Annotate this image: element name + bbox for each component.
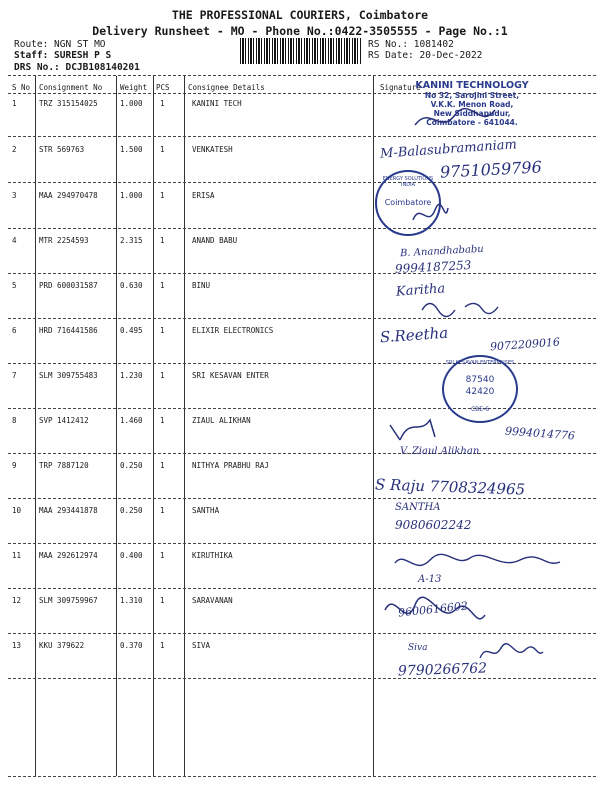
signature-scribble-5 xyxy=(420,295,500,320)
row-consignee: SANTHA xyxy=(192,506,220,515)
column-divider xyxy=(184,76,185,776)
col-header-weight: Weight xyxy=(120,83,148,92)
stamp-address: New Siddhapudur, xyxy=(433,109,511,118)
row-consignee: VENKATESH xyxy=(192,145,233,154)
signature-10: SANTHA xyxy=(395,502,441,513)
row-consignee: SIVA xyxy=(192,641,211,650)
row-weight: 0.400 xyxy=(120,551,143,560)
row-consignment: MAA 294970478 xyxy=(39,191,98,200)
row-pcs: 1 xyxy=(160,281,165,290)
row-consignment: STR 569763 xyxy=(39,145,85,154)
signature-8-phone: 9994014776 xyxy=(504,424,576,443)
stamp-center-text: Coimbatore xyxy=(384,198,432,207)
signature-10-phone: 9080602242 xyxy=(395,518,472,532)
col-header-signature: Signature xyxy=(380,83,421,92)
row-consignment: HRD 716441586 xyxy=(39,326,98,335)
row-weight: 1.000 xyxy=(120,191,143,200)
row-weight: 1.460 xyxy=(120,416,143,425)
row-consignment: PRD 600031587 xyxy=(39,281,98,290)
signature-13-phone: 9790266762 xyxy=(397,660,488,680)
row-sno: 9 xyxy=(12,461,17,470)
stamp-address: No 32, Sarojini Street, xyxy=(424,91,520,100)
row-consignment: TRZ 315154025 xyxy=(39,99,98,108)
row-consignment: MAA 292612974 xyxy=(39,551,98,560)
row-pcs: 1 xyxy=(160,641,165,650)
stamp-number: 42420 xyxy=(465,387,495,397)
table-top-border xyxy=(8,75,596,76)
row-separator xyxy=(8,318,596,319)
row-weight: 0.630 xyxy=(120,281,143,290)
signature-2-phone: 9751059796 xyxy=(439,157,543,182)
stamp-bottom-text: CBE-6 xyxy=(470,406,490,413)
row-weight: 1.000 xyxy=(120,99,143,108)
row-separator xyxy=(8,678,596,679)
col-header-pcs: PCS xyxy=(156,83,170,92)
row-pcs: 1 xyxy=(160,551,165,560)
row-sno: 12 xyxy=(12,596,22,605)
runsheet-title: Delivery Runsheet - MO - Phone No.:0422-3505555 - Page No.:1 xyxy=(92,24,508,38)
column-divider xyxy=(153,76,154,776)
row-weight: 0.250 xyxy=(120,506,143,515)
signature-5: Karitha xyxy=(395,281,446,300)
row-pcs: 1 xyxy=(160,191,165,200)
row-consignee: SARAVANAN xyxy=(192,596,233,605)
signature-4-phone: 9994187253 xyxy=(394,258,472,276)
row-separator xyxy=(8,273,596,274)
signature-scribble-3 xyxy=(410,200,450,230)
signature-4: B. Anandhababu xyxy=(399,243,485,260)
signature-scribble-1 xyxy=(410,100,500,140)
column-divider xyxy=(35,76,36,776)
row-sno: 1 xyxy=(12,99,17,108)
rs-date: RS Date: 20-Dec-2022 xyxy=(368,50,483,61)
row-sno: 11 xyxy=(12,551,22,560)
row-pcs: 1 xyxy=(160,371,165,380)
signature-2: M-Balasubramaniam xyxy=(379,137,518,162)
row-separator xyxy=(8,228,596,229)
row-consignee: ERISA xyxy=(192,191,215,200)
row-separator xyxy=(8,182,596,183)
row-pcs: 1 xyxy=(160,416,165,425)
signature-6-phone: 9072209016 xyxy=(489,335,561,354)
company-title: THE PROFESSIONAL COURIERS, Coimbatore xyxy=(171,8,429,22)
row-consignment: SLM 309755483 xyxy=(39,371,98,380)
row-consignment: KKU 379622 xyxy=(39,641,85,650)
row-separator xyxy=(8,453,596,454)
stamp-ring-text: ENERGY SOLUTIONS INDIA xyxy=(382,176,434,188)
row-separator xyxy=(8,498,596,499)
signature-scribble-8 xyxy=(385,415,445,445)
sri-kesavan-stamp xyxy=(442,355,518,423)
row-sno: 3 xyxy=(12,191,17,200)
row-sno: 5 xyxy=(12,281,17,290)
signature-scribble-13 xyxy=(475,640,545,665)
route-label: Route: NGN ST MO xyxy=(14,39,106,50)
row-consignment: SLM 309759967 xyxy=(39,596,98,605)
row-weight: 1.310 xyxy=(120,596,143,605)
column-divider xyxy=(373,76,374,776)
signature-6: S.Reetha xyxy=(379,323,449,347)
staff-label: Staff: SURESH P S xyxy=(14,50,112,61)
row-consignee: BINU xyxy=(192,281,211,290)
row-weight: 0.370 xyxy=(120,641,143,650)
stamp-company: KANINI TECHNOLOGY xyxy=(415,80,529,91)
row-pcs: 1 xyxy=(160,326,165,335)
signature-8-name: V. Ziaul Alikhan xyxy=(400,446,480,457)
signature-scribble-12 xyxy=(380,590,490,635)
table-bottom-border xyxy=(8,776,596,777)
row-consignee: ZIAUL ALIKHAN xyxy=(192,416,251,425)
col-header-consignee: Consignee Details xyxy=(188,83,265,92)
signature-scribble-11 xyxy=(390,548,565,578)
row-pcs: 1 xyxy=(160,596,165,605)
row-pcs: 1 xyxy=(160,145,165,154)
row-weight: 2.315 xyxy=(120,236,143,245)
drs-number: DRS No.: DCJB108140201 xyxy=(14,62,140,73)
row-sno: 13 xyxy=(12,641,22,650)
row-sno: 10 xyxy=(12,506,22,515)
col-header-sno: S No xyxy=(12,83,31,92)
row-consignee: NITHYA PRABHU RAJ xyxy=(192,461,269,470)
rs-number: RS No.: 1081402 xyxy=(368,39,454,50)
row-sno: 6 xyxy=(12,326,17,335)
signature-11: A-13 xyxy=(418,574,442,585)
signature-13: Siva xyxy=(408,643,428,653)
row-pcs: 1 xyxy=(160,236,165,245)
stamp-address: V.K.K. Menon Road, xyxy=(430,100,514,109)
row-consignee: ANAND BABU xyxy=(192,236,238,245)
stamp-address: Coimbatore - 641044. xyxy=(426,118,518,127)
column-divider xyxy=(116,76,117,776)
row-separator xyxy=(8,588,596,589)
row-sno: 4 xyxy=(12,236,17,245)
row-separator xyxy=(8,543,596,544)
row-consignee: KANINI TECH xyxy=(192,99,242,108)
row-pcs: 1 xyxy=(160,506,165,515)
row-pcs: 1 xyxy=(160,461,165,470)
row-consignee: ELIXIR ELECTRONICS xyxy=(192,326,274,335)
row-separator xyxy=(8,633,596,634)
row-sno: 2 xyxy=(12,145,17,154)
col-header-consignment: Consignment No xyxy=(39,83,103,92)
row-sno: 7 xyxy=(12,371,17,380)
row-consignee: KIRUTHIKA xyxy=(192,551,233,560)
signature-12-phone: 9600616602 xyxy=(397,599,469,620)
stamp-ring-text: SRI KESAVAN ENTERPRISES xyxy=(445,360,515,366)
barcode-image xyxy=(240,38,362,64)
row-weight: 1.230 xyxy=(120,371,143,380)
signature-9: S Raju 7708324965 xyxy=(374,475,526,499)
row-consignment: SVP 1412412 xyxy=(39,416,89,425)
row-consignment: MAA 293441878 xyxy=(39,506,98,515)
row-consignee: SRI KESAVAN ENTER xyxy=(192,371,269,380)
row-consignment: MTR 2254593 xyxy=(39,236,89,245)
row-weight: 0.250 xyxy=(120,461,143,470)
row-sno: 8 xyxy=(12,416,17,425)
row-weight: 0.495 xyxy=(120,326,143,335)
row-weight: 1.500 xyxy=(120,145,143,154)
row-consignment: TRP 7887120 xyxy=(39,461,89,470)
stamp-number: 87540 xyxy=(465,375,495,385)
row-pcs: 1 xyxy=(160,99,165,108)
